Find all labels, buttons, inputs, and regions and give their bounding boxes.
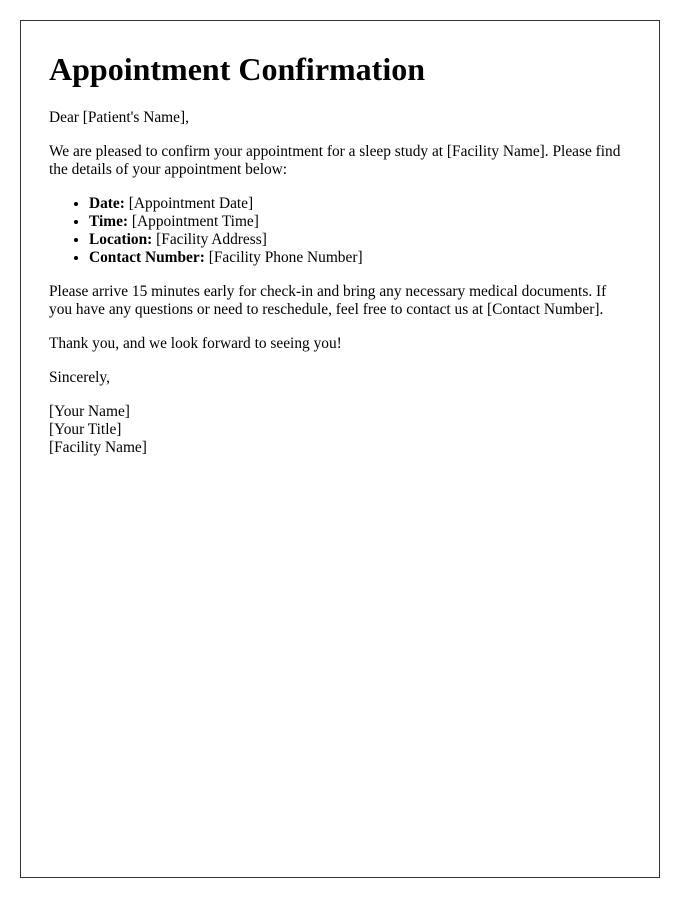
signature-title: [Your Title] <box>49 421 122 438</box>
detail-label: Location: <box>89 231 153 248</box>
detail-value: [Appointment Date] <box>128 195 254 212</box>
appointment-details-list <box>49 195 633 267</box>
thanks-paragraph: Thank you, and we look forward to seeing you! <box>49 335 342 352</box>
letter-content <box>49 49 633 473</box>
detail-item-date <box>89 195 633 213</box>
detail-label: Contact Number: <box>89 249 205 266</box>
detail-value: [Facility Phone Number] <box>208 249 363 266</box>
intro-paragraph: We are pleased to confirm your appointment for a sleep study at [Facility Name]. Please find the details of your appointment below: <box>49 143 621 178</box>
page-title: Appointment Confirmation <box>49 51 426 87</box>
detail-item-time <box>89 213 633 231</box>
detail-item-contact-number <box>89 249 633 267</box>
letter-page <box>20 20 660 878</box>
detail-label: Date: <box>89 195 125 212</box>
instructions-paragraph: Please arrive 15 minutes early for check-in and bring any necessary medical documents. If you have any questions or need to reschedule, feel free to contact us at [Contact Number]. <box>49 283 607 318</box>
detail-label: Time: <box>89 213 129 230</box>
signature-block <box>49 403 633 457</box>
signature-name: [Your Name] <box>49 403 130 420</box>
detail-item-location <box>89 231 633 249</box>
salutation: Dear [Patient's Name], <box>49 109 189 126</box>
detail-value: [Facility Address] <box>156 231 267 248</box>
detail-value: [Appointment Time] <box>131 213 259 230</box>
signature-facility: [Facility Name] <box>49 439 147 456</box>
closing: Sincerely, <box>49 369 110 386</box>
